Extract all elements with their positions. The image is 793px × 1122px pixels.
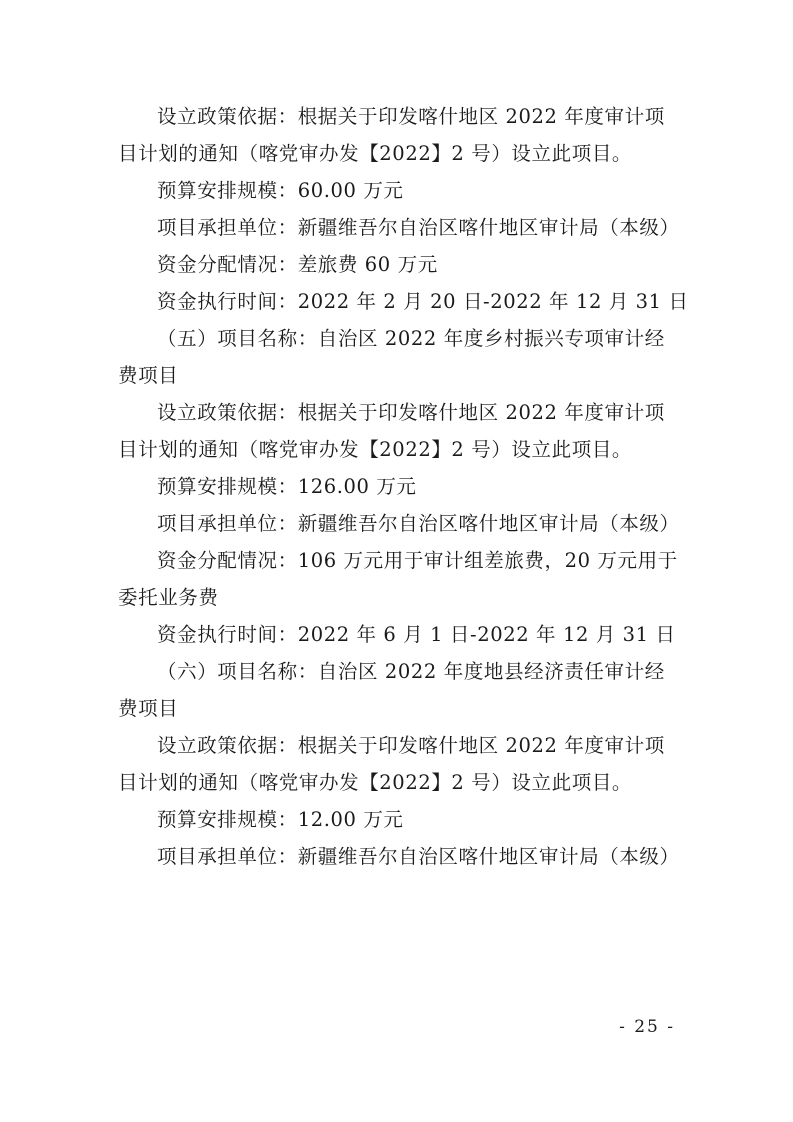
page-number: - 25 - (619, 1017, 675, 1037)
paragraph-period-4: 资金执行时间：2022 年 2 月 20 日-2022 年 12 月 31 日 (157, 290, 689, 313)
paragraph-policy-basis-6: 设立政策依据：根据关于印发喀什地区 2022 年度审计项目计划的通知（喀党审办发【2022】2 号）设立此项目。 (118, 734, 665, 794)
paragraph-budget-4: 预算安排规模：60.00 万元 (157, 179, 404, 202)
paragraph-policy-basis-5: 设立政策依据：根据关于印发喀什地区 2022 年度审计项目计划的通知（喀党审办发【2022】2 号）设立此项目。 (118, 401, 665, 461)
section-heading-6: （六）项目名称：自治区 2022 年度地县经济责任审计经费项目 (118, 660, 665, 720)
paragraph-budget-6: 预算安排规模：12.00 万元 (157, 808, 404, 831)
paragraph-unit-4: 项目承担单位：新疆维吾尔自治区喀什地区审计局（本级） (157, 216, 680, 239)
paragraph-period-5: 资金执行时间：2022 年 6 月 1 日-2022 年 12 月 31 日 (157, 623, 676, 646)
paragraph-allocation-4: 资金分配情况：差旅费 60 万元 (157, 253, 438, 276)
paragraph-unit-6: 项目承担单位：新疆维吾尔自治区喀什地区审计局（本级） (157, 845, 680, 868)
paragraph-allocation-5: 资金分配情况：106 万元用于审计组差旅费，20 万元用于委托业务费 (118, 549, 678, 609)
body-text (118, 98, 689, 875)
paragraph-policy-basis-4: 设立政策依据：根据关于印发喀什地区 2022 年度审计项目计划的通知（喀党审办发【2022】2 号）设立此项目。 (118, 105, 665, 165)
paragraph-budget-5: 预算安排规模：126.00 万元 (157, 475, 417, 498)
section-heading-5: （五）项目名称：自治区 2022 年度乡村振兴专项审计经费项目 (118, 327, 665, 387)
paragraph-unit-5: 项目承担单位：新疆维吾尔自治区喀什地区审计局（本级） (157, 512, 680, 535)
